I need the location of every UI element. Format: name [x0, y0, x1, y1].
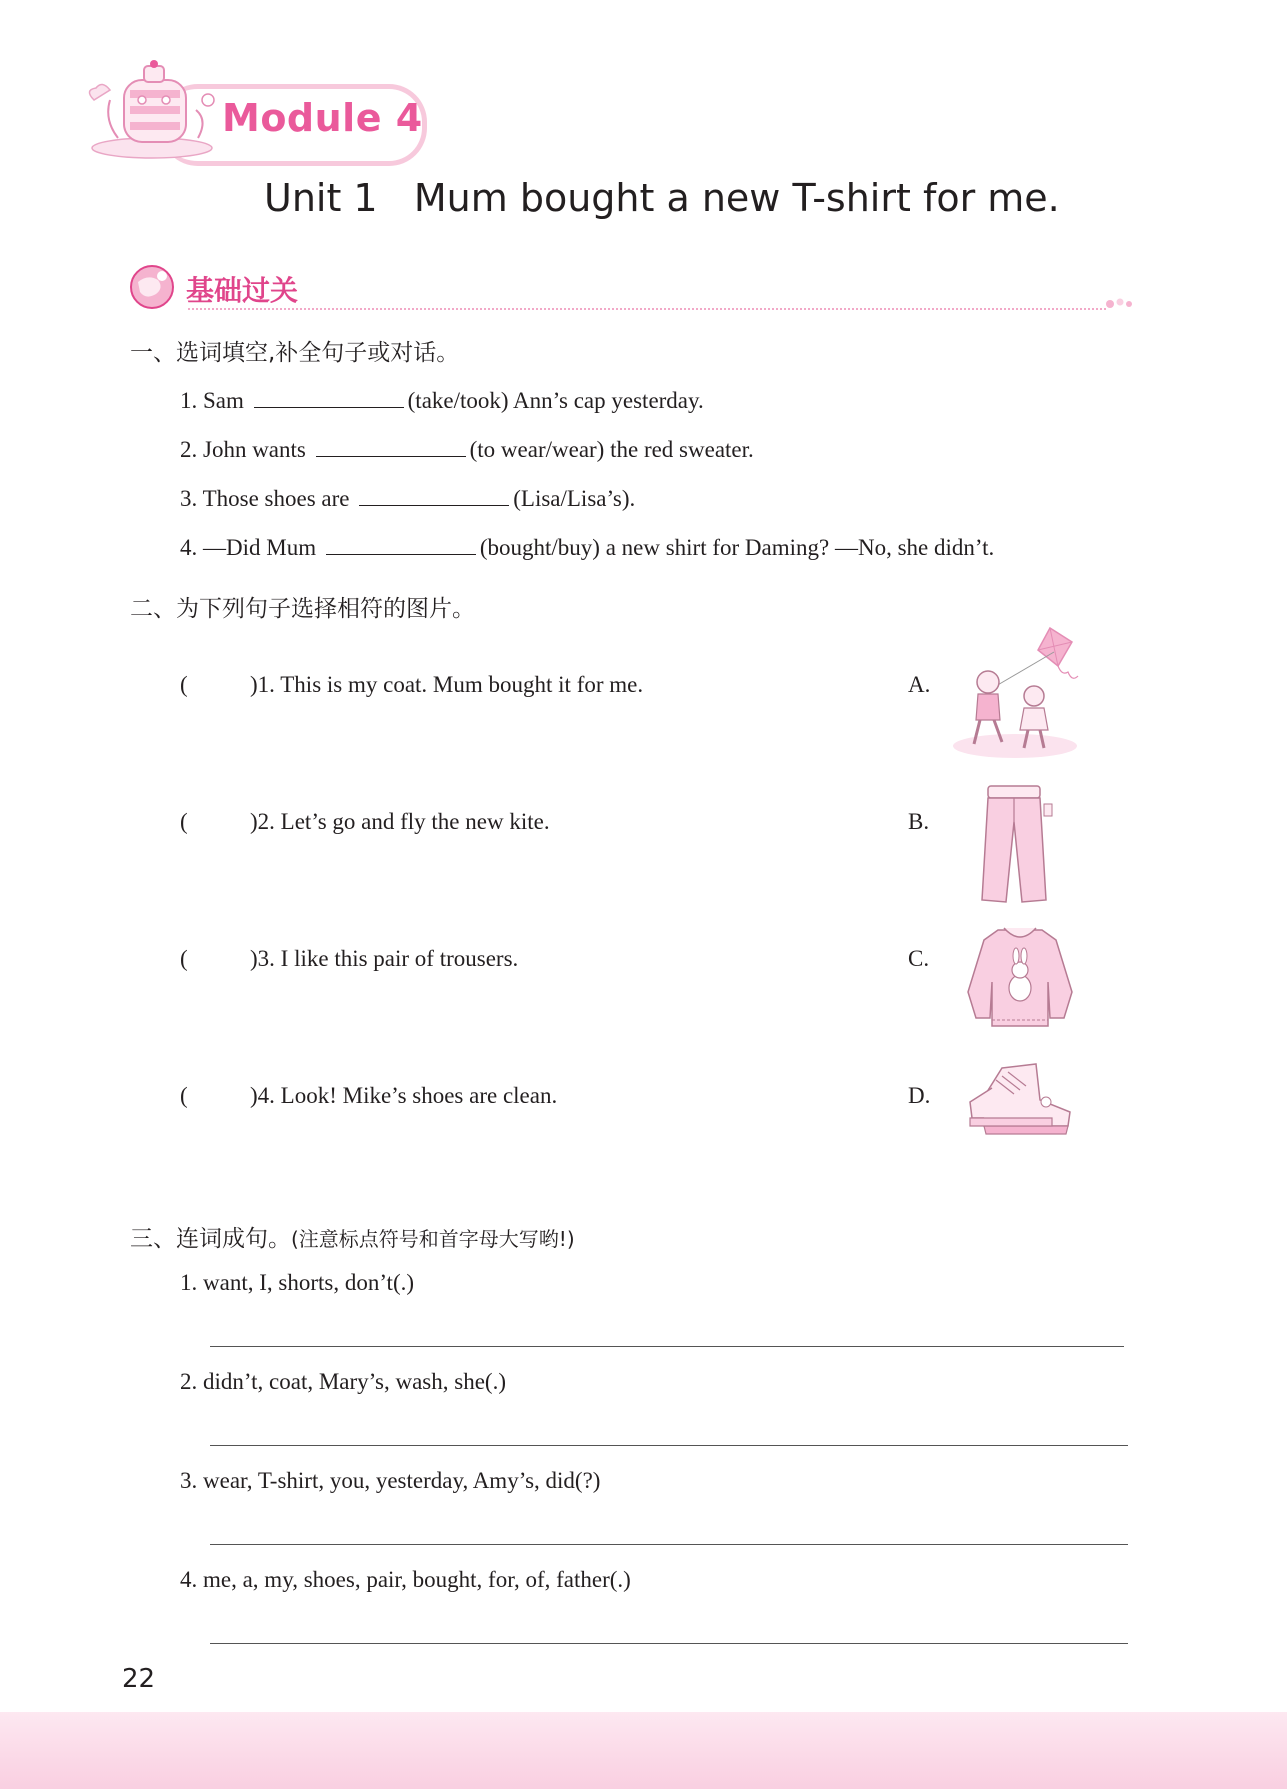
answer-blank[interactable] — [359, 481, 509, 506]
trousers-icon — [978, 782, 1058, 908]
paren-open: ( — [180, 809, 188, 834]
answer-line[interactable] — [210, 1544, 1128, 1545]
section1-item-1 — [180, 383, 704, 414]
option-c-label: C. — [908, 946, 930, 971]
item-text: 4. Look! Mike’s shoes are clean. — [257, 1083, 558, 1108]
item-text: (to wear/wear) the red sweater. — [469, 437, 754, 462]
answer-blank[interactable] — [254, 383, 404, 408]
globe-badge-icon — [128, 262, 178, 312]
dots-decoration-icon — [1104, 294, 1134, 312]
paren-open: ( — [180, 946, 188, 971]
paren-close: ) — [250, 809, 258, 834]
answer-blank[interactable] — [326, 530, 476, 555]
unit-number: Unit 1 — [264, 176, 378, 220]
section3-heading — [130, 1220, 575, 1253]
answer-line[interactable] — [210, 1346, 1124, 1347]
paren-close: ) — [250, 946, 258, 971]
answer-paren[interactable] — [180, 809, 250, 835]
item-text: 1. Sam — [180, 388, 244, 413]
section3-item-2: 2. didn’t, coat, Mary’s, wash, she(.) — [180, 1369, 506, 1394]
section1-heading: 一、选词填空,补全句子或对话。 — [130, 340, 460, 366]
answer-line[interactable] — [210, 1445, 1128, 1446]
item-text: 4. —Did Mum — [180, 535, 317, 560]
section2-item-1 — [180, 672, 643, 698]
answer-paren[interactable] — [180, 672, 250, 698]
item-text: (take/took) Ann’s cap yesterday. — [407, 388, 704, 413]
page-number: 22 — [122, 1664, 156, 1694]
paren-open: ( — [180, 672, 188, 697]
item-text: 1. This is my coat. Mum bought it for me. — [257, 672, 644, 697]
item-text: (bought/buy) a new shirt for Daming? —No, she didn’t. — [479, 535, 995, 560]
option-d-label: D. — [908, 1083, 931, 1108]
option-a-label: A. — [908, 672, 931, 697]
answer-paren[interactable] — [180, 1083, 250, 1109]
answer-paren[interactable] — [180, 946, 250, 972]
answer-blank[interactable] — [316, 432, 466, 457]
section1-item-4 — [180, 530, 994, 561]
option-b-label: B. — [908, 809, 930, 834]
section2-heading: 二、为下列句子选择相符的图片。 — [130, 596, 475, 622]
kids-flying-kite-icon — [950, 624, 1085, 760]
section1-item-2 — [180, 432, 754, 463]
section1-item-3 — [180, 481, 635, 512]
module-title: Module 4 — [222, 96, 423, 140]
answer-line[interactable] — [210, 1643, 1128, 1644]
item-text: (Lisa/Lisa’s). — [513, 486, 636, 511]
section3-item-4: 4. me, a, my, shoes, pair, bought, for, of, father(.) — [180, 1567, 631, 1592]
section3-item-3: 3. wear, T-shirt, you, yesterday, Amy’s, did(?) — [180, 1468, 601, 1493]
section2-item-3 — [180, 946, 518, 972]
section-banner: 基础过关 — [186, 274, 299, 307]
item-text: 2. John wants — [180, 437, 306, 462]
item-text: 2. Let’s go and fly the new kite. — [257, 809, 550, 834]
paren-open: ( — [180, 1083, 188, 1108]
unit-title — [264, 176, 1060, 220]
unit-name: Mum bought a new T-shirt for me. — [413, 176, 1060, 220]
robot-mascot-icon — [84, 60, 224, 160]
section3-note: (注意标点符号和首字母大写哟!) — [291, 1227, 575, 1251]
sneakers-icon — [966, 1060, 1074, 1146]
section2-item-2 — [180, 809, 550, 835]
section2-item-4 — [180, 1083, 557, 1109]
footer-band — [0, 1712, 1287, 1789]
banner-divider — [188, 308, 1106, 310]
paren-close: ) — [250, 672, 258, 697]
section3-title: 三、连词成句。 — [130, 1226, 291, 1252]
section3-item-1: 1. want, I, shorts, don’t(.) — [180, 1270, 415, 1295]
bunny-coat-icon — [960, 922, 1080, 1032]
item-text: 3. Those shoes are — [180, 486, 350, 511]
item-text: 3. I like this pair of trousers. — [257, 946, 519, 971]
paren-close: ) — [250, 1083, 258, 1108]
